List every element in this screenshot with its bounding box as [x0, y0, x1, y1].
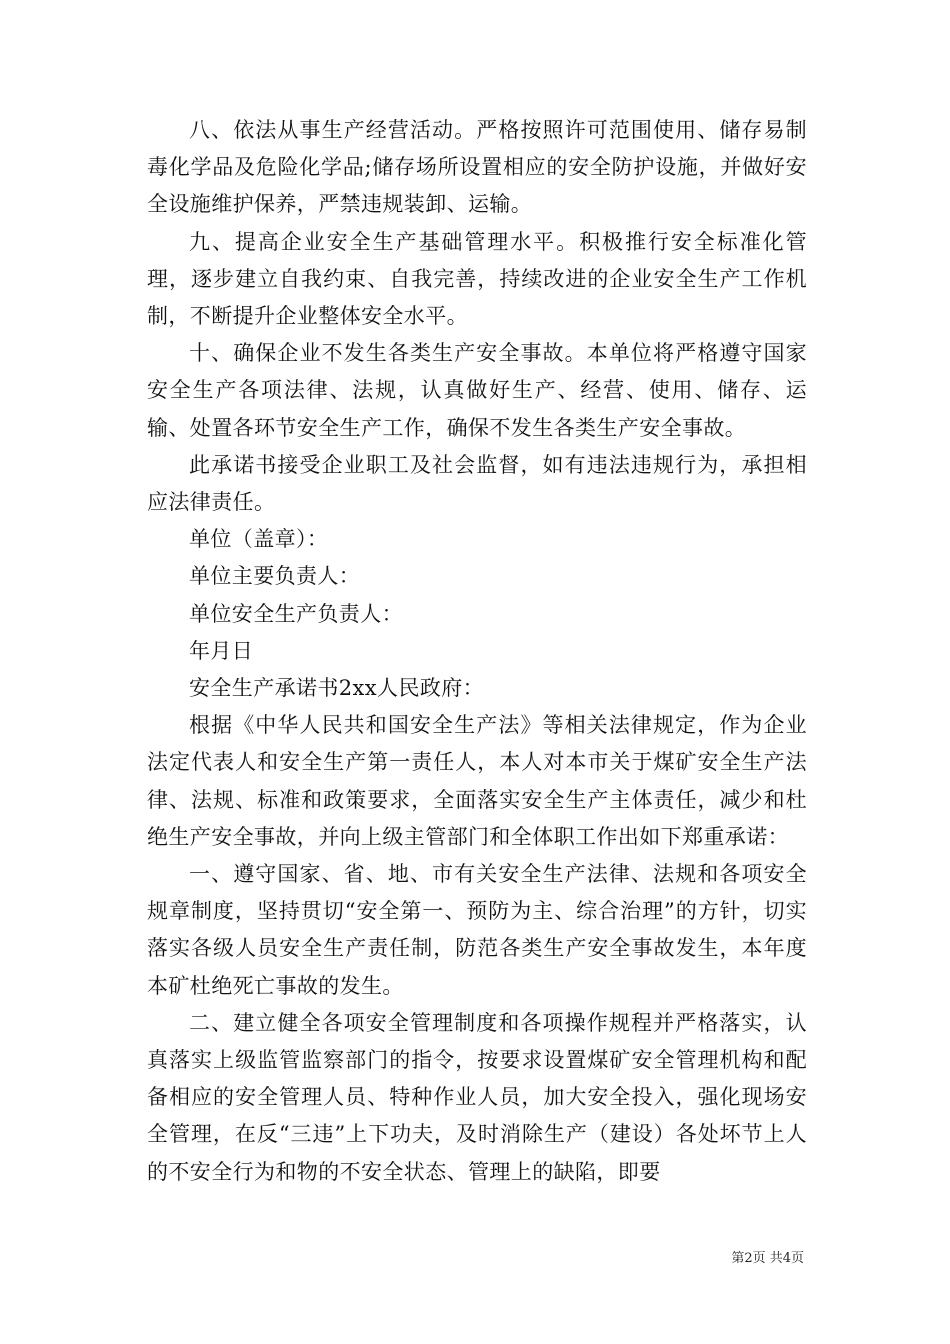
- paragraph-item-1: 一、遵守国家、省、地、市有关安全生产法律、法规和各项安全规章制度，坚持贯切“安全第一、预防为主、综合治理”的方针，切实落实各级人员安全生产责任制，防范各类生产安全事故发生，本年度本矿杜绝死亡事故的发生。: [147, 862, 807, 998]
- paragraph-item-8: 八、依法从事生产经营活动。严格按照许可范围使用、储存易制毒化学品及危险化学品;储存场所设置相应的安全防护设施，并做好安全设施维护保养，严禁违规装卸、运输。: [147, 118, 807, 217]
- signature-safety-leader: 单位安全生产负责人：: [189, 601, 403, 626]
- signature-unit-seal: 单位（盖章）：: [189, 527, 329, 552]
- paragraph-supervision: 此承诺书接受企业职工及社会监督，如有违法违规行为，承担相应法律责任。: [147, 452, 807, 515]
- paragraph-item-10: 十、确保企业不发生各类生产安全事故。本单位将严格遵守国家安全生产各项法律、法规，认真做好生产、经营、使用、储存、运输、处置各环节安全生产工作，确保不发生各类生产安全事故。: [147, 341, 807, 440]
- paragraph-item-2: 二、建立健全各项安全管理制度和各项操作规程并严格落实，认真落实上级监管监察部门的指令，按要求设置煤矿安全管理机构和配备相应的安全管理人员、特种作业人员，加大安全投入，强化现场安全管理，在反“三违”上下功夫，及时消除生产（建设）各处坏节上人的不安全行为和物的不安全状态、管理上的缺陷，即要: [147, 1010, 807, 1184]
- signature-main-leader: 单位主要负责人：: [189, 564, 361, 589]
- paragraph-introduction: 根据《中华人民共和国安全生产法》等相关法律规定，作为企业法定代表人和安全生产第一责任人，本人对本市关于煤矿安全生产法律、法规、标准和政策要求，全面落实安全生产主体责任，减少和杜绝生产安全事故，并向上级主管部门和全体职工作出如下郑重承诺：: [147, 713, 807, 849]
- paragraph-item-9: 九、提高企业安全生产基础管理水平。积极推行安全标准化管理，逐步建立自我约束、自我完善，持续改进的企业安全生产工作机制，不断提升企业整体安全水平。: [147, 229, 807, 329]
- document-body: [147, 112, 807, 1191]
- signature-date: 年月日: [189, 638, 254, 663]
- page-number-footer: 第2页 共4页: [731, 1251, 804, 1266]
- letter-title: 安全生产承诺书2xx人民政府：: [189, 676, 485, 701]
